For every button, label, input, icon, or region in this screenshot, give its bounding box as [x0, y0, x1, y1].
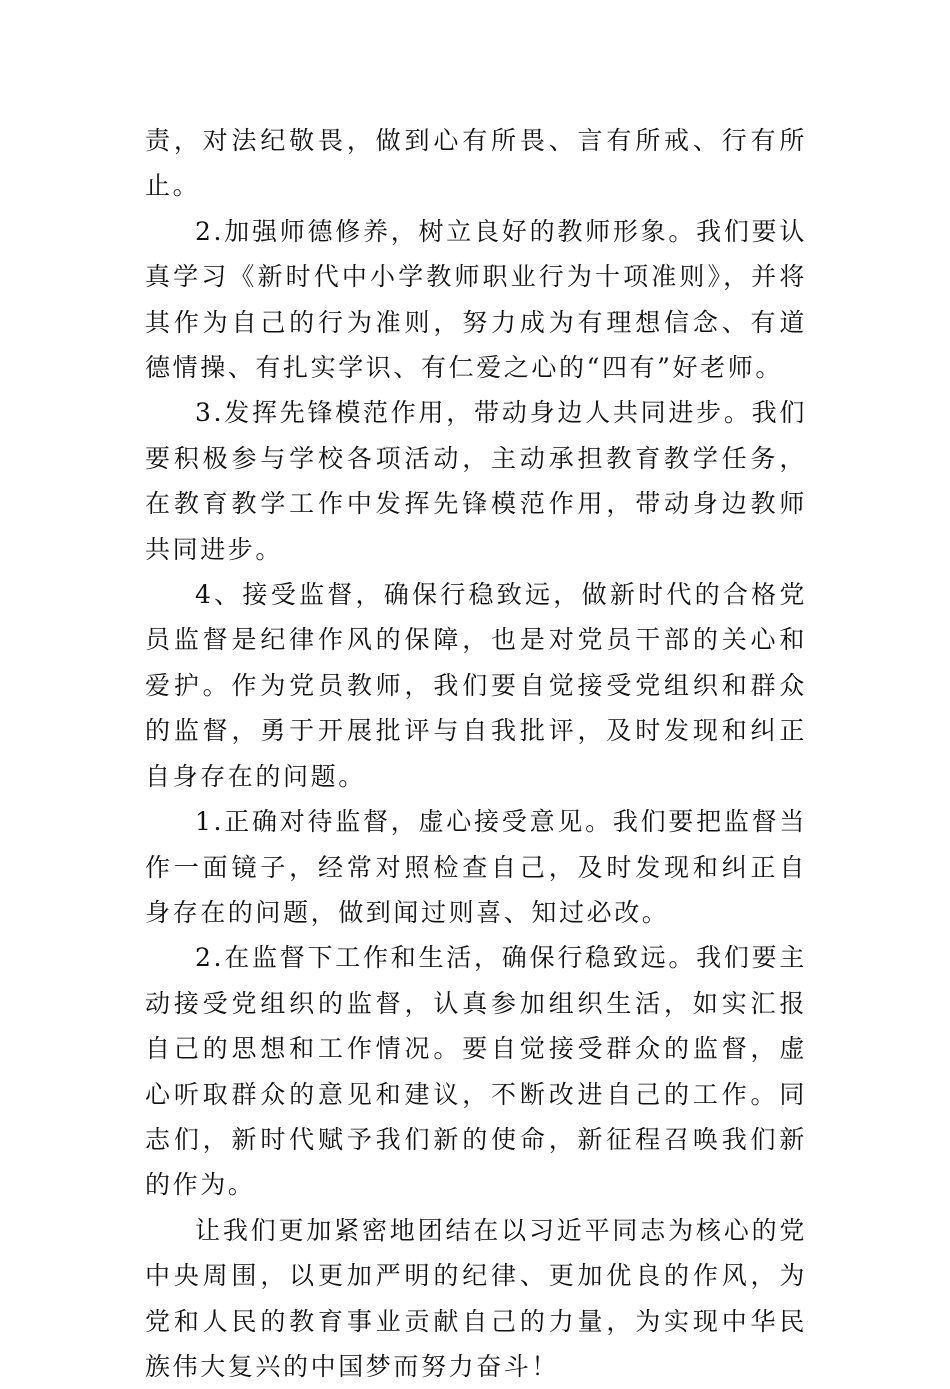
- paragraph-continuation: 责，对法纪敬畏，做到心有所畏、言有所戒、行有所止。: [145, 126, 807, 201]
- paragraph-work-under-supervision: 2.在监督下工作和生活，确保行稳致远。我们要主动接受党组织的监督，认真参加组织生活，如实汇报自己的思想和工作情况。要自觉接受群众的监督，虚心听取群众的意见和建议，不断改进自己的工作。同志们，新时代赋予我们新的使命，新征程召唤我们新的作为。: [145, 943, 807, 1200]
- paragraph-teacher-ethics: 2.加强师德修养，树立良好的教师形象。我们要认真学习《新时代中小学教师职业行为十项准则》，并将其作为自己的行为准则，努力成为有理想信念、有道德情操、有扎实学识、有仁爱之心的“四有”好老师。: [145, 216, 807, 383]
- paragraph-conclusion: 让我们更加紧密地团结在以习近平同志为核心的党中央周围，以更加严明的纪律、更加优良的作风，为党和人民的教育事业贡献自己的力量，为实现中华民族伟大复兴的中国梦而努力奋斗！: [145, 1215, 807, 1381]
- document-body: [145, 118, 807, 1389]
- paragraph-correct-attitude: 1.正确对待监督，虚心接受意见。我们要把监督当作一面镜子，经常对照检查自己，及时发现和纠正自身存在的问题，做到闻过则喜、知过必改。: [145, 807, 807, 927]
- paragraph-vanguard-role: 3.发挥先锋模范作用，带动身边人共同进步。我们要积极参与学校各项活动，主动承担教育教学任务，在教育教学工作中发挥先锋模范作用，带动身边教师共同进步。: [145, 398, 807, 564]
- paragraph-accept-supervision: 4、接受监督，确保行稳致远，做新时代的合格党员监督是纪律作风的保障，也是对党员干部的关心和爱护。作为党员教师，我们要自觉接受党组织和群众的监督，勇于开展批评与自我批评，及时发现和纠正自身存在的问题。: [145, 580, 807, 791]
